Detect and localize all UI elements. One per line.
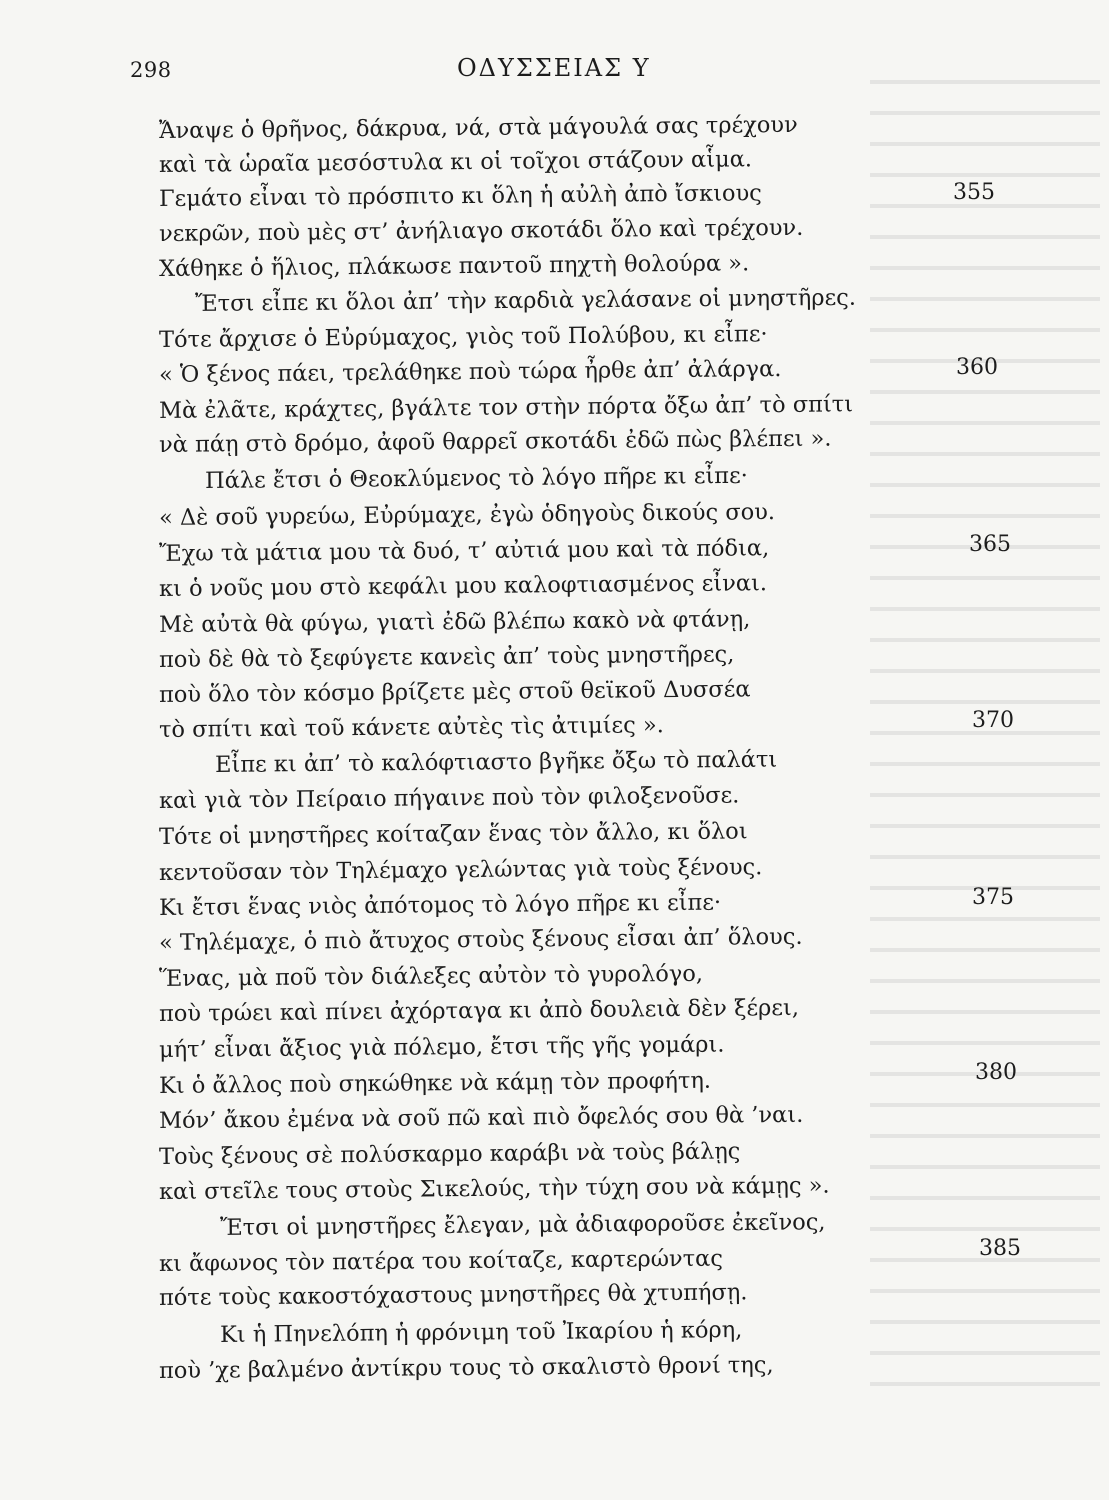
line-number: 385	[979, 1236, 1021, 1261]
verse-line: καὶ γιὰ τὸν Πείραιο πήγαινε ποὺ τὸν φιλοξενοῦσε.	[158, 782, 740, 814]
verse-line: Μὲ αὐτὰ θὰ φύγω, γιατὶ ἐδῶ βλέπω κακὸ νὰ φτάνῃ,	[158, 606, 751, 638]
verse-line: νὰ πάῃ στὸ δρόμο, ἀφοῦ θαρρεῖ σκοτάδι ἐδῶ πὼς βλέπει ».	[158, 425, 832, 458]
verse-line: Ἔχω τὰ μάτια μου τὰ δυό, τ’ αὐτιά μου καὶ τὰ πόδια,	[158, 535, 770, 567]
verse-line: πότε τοὺς κακοστόχαστους μνηστῆρες θὰ χτυπήσῃ.	[158, 1279, 748, 1311]
line-number: 365	[969, 532, 1011, 557]
verse-line: Κι ὁ ἄλλος ποὺ σηκώθηκε νὰ κάμῃ τὸν προφήτη.	[158, 1067, 712, 1099]
line-number: 380	[975, 1060, 1017, 1085]
verse-line: « Τηλέμαχε, ὁ πιὸ ἄτυχος στοὺς ξένους εἶσαι ἀπ’ ὅλους.	[158, 923, 803, 956]
running-title: ΟΔΥΣΣΕΙΑΣ Υ	[457, 54, 651, 82]
verse-line: Τότε οἱ μνηστῆρες κοίταζαν ἕνας τὸν ἄλλο, κι ὅλοι	[158, 818, 748, 850]
line-number: 360	[956, 355, 998, 380]
line-number: 355	[953, 180, 995, 205]
verse-line: ποὺ τρώει καὶ πίνει ἀχόρταγα κι ἀπὸ δουλειὰ δὲν ξέρει,	[158, 994, 800, 1027]
verse-line: Ἄναψε ὁ θρῆνος, δάκρυα, νά, στὰ μάγουλά σας τρέχουν	[158, 111, 798, 144]
verse-line: ποὺ δὲ θὰ τὸ ξεφύγετε κανεὶς ἀπ’ τοὺς μνηστῆρες,	[158, 641, 735, 673]
show-through-bleed	[870, 60, 1100, 1410]
verse-line: Ἕνας, μὰ ποῦ τὸν διάλεξες αὐτὸν τὸ γυρολόγο,	[158, 960, 704, 992]
line-number: 370	[972, 708, 1014, 733]
verse-line: νεκρῶν, ποὺ μὲς στ’ ἀνήλιαγο σκοτάδι ὅλο καὶ τρέχουν.	[158, 214, 804, 247]
verse-line: Τοὺς ξένους σὲ πολύσκαρμο καράβι νὰ τοὺς βάλῃς	[158, 1138, 741, 1170]
verse-line: « Δὲ σοῦ γυρεύω, Εὐρύμαχε, ἐγὼ ὁδηγοὺς δικούς σου.	[158, 499, 776, 531]
verse-line: Γεμάτο εἶναι τὸ πρόσπιτο κι ὅλη ἡ αὐλὴ ἀπὸ ἴσκιους	[158, 180, 762, 212]
verse-line: κι ὁ νοῦς μου στὸ κεφάλι μου καλοφτιασμένος εἶναι.	[158, 570, 768, 602]
verse-line: Κι ἔτσι ἕνας νιὸς ἀπότομος τὸ λόγο πῆρε κι εἶπε·	[158, 889, 722, 921]
verse-line: Ἔτσι εἶπε κι ὅλοι ἀπ’ τὴν καρδιὰ γελάσανε οἱ μνηστῆρες.	[194, 284, 857, 317]
verse-line: Εἶπε κι ἀπ’ τὸ καλόφτιαστο βγῆκε ὄξω τὸ παλάτι	[214, 746, 778, 778]
verse-line: ποὺ ’χε βαλμένο ἀντίκρυ τους τὸ σκαλιστὸ θρονί της,	[158, 1352, 774, 1384]
line-number: 375	[972, 885, 1014, 910]
verse-line: μήτ’ εἶναι ἄξιος γιὰ πόλεμο, ἔτσι τῆς γῆς γομάρι.	[158, 1031, 725, 1063]
verse-line: Μὰ ἐλᾶτε, κράχτες, βγάλτε τον στὴν πόρτα ὄξω ἀπ’ τὸ σπίτι	[158, 391, 854, 424]
verse-line: κεντοῦσαν τὸν Τηλέμαχο γελώντας γιὰ τοὺς ξένους.	[158, 854, 763, 886]
verse-line: ποὺ ὅλο τὸν κόσμο βρίζετε μὲς στοῦ θεϊκοῦ Δυσσέα	[158, 676, 751, 708]
verse-line: Τότε ἄρχισε ὁ Εὐρύμαχος, γιὸς τοῦ Πολύβου, κι εἶπε·	[158, 321, 768, 353]
page-number: 298	[130, 58, 172, 82]
verse-line: κι ἄφωνος τὸν πατέρα του κοίταζε, καρτερώντας	[158, 1245, 724, 1277]
verse-line: Κι ἡ Πηνελόπη ἡ φρόνιμη τοῦ Ἰκαρίου ἡ κόρη,	[219, 1316, 743, 1348]
verse-line: Χάθηκε ὁ ἥλιος, πλάκωσε παντοῦ πηχτὴ θολούρα ».	[158, 250, 750, 282]
verse-line: Μόν’ ἄκου ἐμένα νὰ σοῦ πῶ καὶ πιὸ ὄφελός σου θὰ ’ναι.	[158, 1101, 804, 1134]
verse-line: Πάλε ἔτσι ὁ Θεοκλύμενος τὸ λόγο πῆρε κι εἶπε·	[204, 462, 748, 494]
verse-line: Ἔτσι οἱ μνηστῆρες ἔλεγαν, μὰ ἀδιαφοροῦσε ἐκεῖνος,	[219, 1209, 826, 1241]
verse-line: καὶ στεῖλε τους στοὺς Σικελούς, τὴν τύχη σου νὰ κάμῃς ».	[158, 1172, 830, 1205]
verse-line: « Ὁ ξένος πάει, τρελάθηκε ποὺ τώρα ἦρθε ἀπ’ ἀλάργα.	[158, 356, 782, 388]
verse-line: καὶ τὰ ὡραῖα μεσόστυλα κι οἱ τοῖχοι στάζουν αἷμα.	[158, 146, 753, 178]
verse-line: τὸ σπίτι καὶ τοῦ κάνετε αὐτὲς τὶς ἀτιμίες ».	[158, 712, 664, 743]
